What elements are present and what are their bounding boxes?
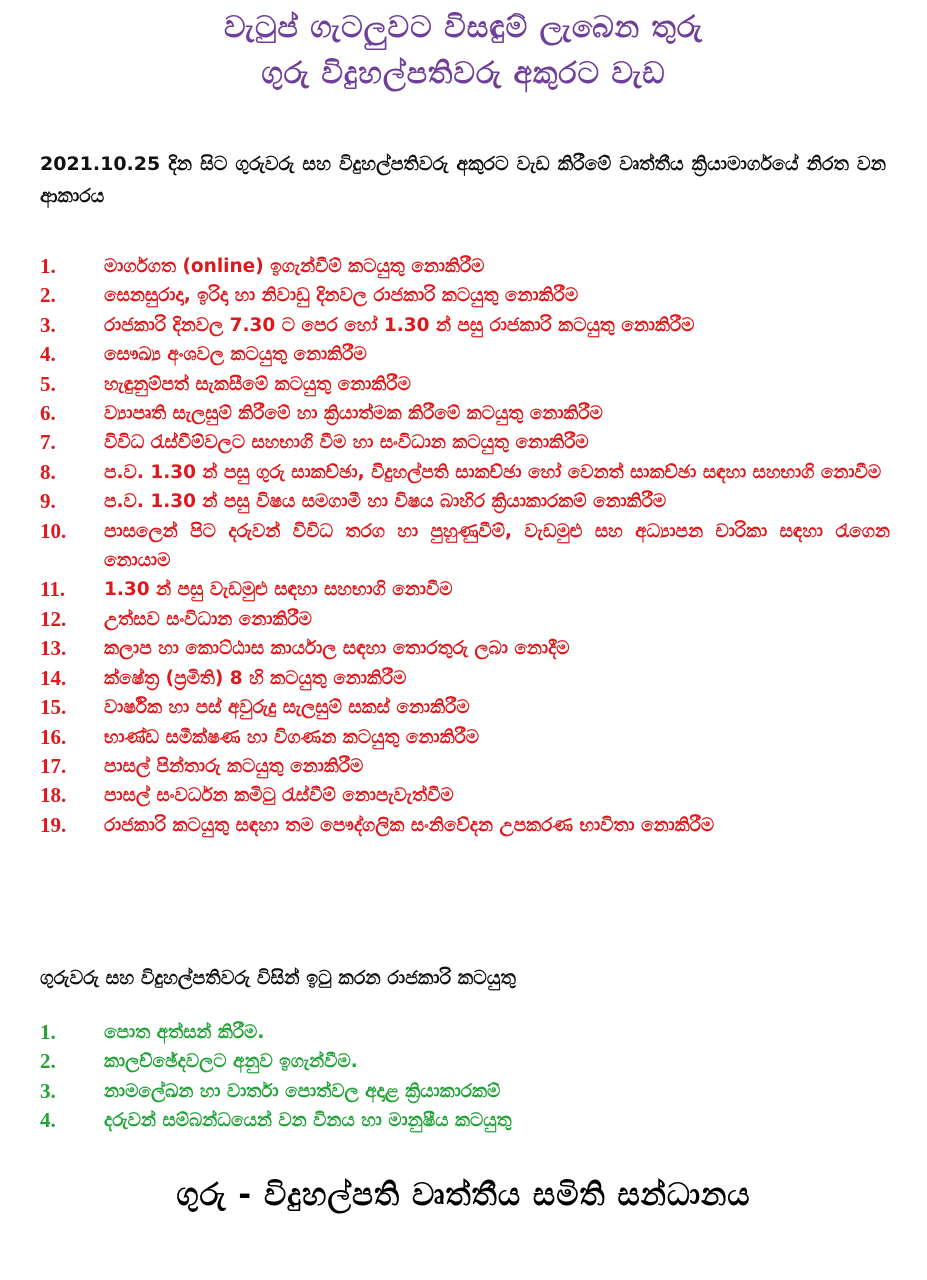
list-item-text: හැඳුනුම්පත් සැකසීමේ කටයුතු නොකිරීම (104, 373, 411, 395)
not-doing-item (40, 575, 890, 604)
not-doing-item (40, 664, 890, 693)
not-doing-item (40, 487, 890, 516)
list-item-number: 6. (40, 401, 56, 426)
list-item-text: ක්ෂේත්‍ර (ප්‍රමිති) 8 හි කටයුතු නොකිරීම (104, 667, 407, 689)
not-doing-item (40, 281, 890, 310)
list-item-text: කලාප හා කොට්ඨාස කාර්යාල සඳහා තොරතුරු ලබා නොදීම (104, 638, 570, 660)
not-doing-item (40, 781, 890, 810)
list-item-text: ප.ව. 1.30 න් පසු විෂය සමගාමී හා විෂය බාහිර ක්‍රියාකාරකම් නොකිරීම (104, 491, 667, 513)
list-item-number: 12. (40, 606, 67, 631)
list-item-number: 4. (40, 342, 56, 367)
not-doing-item (40, 458, 890, 487)
not-doing-item (40, 428, 890, 457)
list-item-text: විවිධ රැස්වීම්වලට සහභාගි වීම හා සංවිධාන කටයුතු නොකිරීම (104, 432, 589, 454)
list-item-number: 10. (40, 518, 67, 543)
list-item-number: 14. (40, 665, 67, 690)
list-item-number: 2. (40, 283, 56, 308)
list-item-text: වාර්ෂික හා පස් අවුරුදු සැලසුම් සකස් නොකිරීම (104, 697, 470, 719)
duties-list (40, 1018, 890, 1136)
list-item-number: 3. (40, 312, 56, 337)
list-item-text: 1.30 න් පසු වැඩමුළු සඳහා සහභාගි නොවීම (104, 579, 453, 601)
not-doing-item (40, 634, 890, 663)
list-item-text: උත්සව සංවිධාන නොකිරීම (104, 608, 312, 630)
list-item-number: 13. (40, 636, 67, 661)
list-item-number: 2. (40, 1049, 56, 1074)
list-item-number: 5. (40, 371, 56, 396)
list-item-number: 9. (40, 489, 56, 514)
duty-item (40, 1047, 890, 1076)
duty-item (40, 1077, 890, 1106)
list-item-text: සෞඛ්‍ය අංශවල කටයුතු නොකිරීම (104, 344, 367, 366)
list-item-text: සෙනසුරාදා, ඉරිදා හා නිවාඩු දිනවල රාජකාරි කටයුතු නොකිරීම (104, 285, 579, 307)
not-doing-item (40, 340, 890, 369)
not-doing-item (40, 693, 890, 722)
list-item-number: 4. (40, 1108, 56, 1133)
duty-item (40, 1106, 890, 1135)
list-item-text: පාසල් සංවර්ධන කමිටු රැස්වීම් නොපැවැත්වීම (104, 785, 454, 807)
list-item-number: 11. (40, 577, 66, 602)
list-item-text: කාලච්ඡේදවලට අනුව ඉගැන්වීම. (104, 1051, 358, 1073)
list-item-text: දරුවන් සම්බන්ධයෙන් වන විනය හා මානුෂීය කටයුතු (104, 1110, 512, 1132)
list-item-text: රාජකාරි කටයුතු සඳහා තම පෞද්ගලික සංනිවේදන උපකරණ භාවිතා නොකිරීම (104, 814, 715, 836)
list-item-text: ප.ව. 1.30 න් පසු ගුරු සාකච්ඡා, විදුහල්පති සාකච්ඡා හෝ වෙනත් සාකච්ඡා සඳහා සහභාගි නොවීම (104, 461, 882, 483)
list-item-text: භාණ්ඩ සමීක්ෂණ හා විගණන කටයුතු නොකිරීම (104, 726, 480, 748)
intro-paragraph: 2021.10.25 දින සිට ගුරුවරු සහ විදුහල්පතිවරු අකුරට වැඩ කිරීමේ වෘත්තීය ක්‍රියාමාර්ගයේ නිරත වන ආකාරය (40, 153, 886, 207)
list-item-number: 3. (40, 1078, 56, 1103)
not-doing-item (40, 605, 890, 634)
list-item-number: 17. (40, 753, 67, 778)
list-item-number: 18. (40, 783, 67, 808)
list-item-number: 15. (40, 695, 67, 720)
section-heading-duties: ගුරුවරු සහ විදුහල්පතිවරු විසින් ඉටු කරන රාජකාරි කටයුතු (40, 967, 516, 989)
not-doing-item (40, 517, 890, 576)
list-item-text: පාසලෙන් පිට දරුවන් විවිධ තරග හා පුහුණුවීම්, වැඩමුළු සහ අධ්‍යාපන චාරිකා සඳහා රැගෙන නොයාම (104, 520, 890, 572)
list-item-number: 1. (40, 1020, 56, 1044)
list-item-number: 1. (40, 254, 56, 278)
not-doing-item (40, 311, 890, 340)
list-item-number: 8. (40, 459, 56, 484)
page-title-line-2: ගුරු විදුහල්පතිවරු අකුරට වැඩ (261, 56, 666, 91)
list-item-text: මාර්ගගත (online) ඉගැන්වීම් කටයුතු නොකිරීම (104, 256, 485, 277)
list-item-text: පාසල් පින්තාරු කටයුතු නොකිරීම (104, 755, 364, 777)
not-doing-item (40, 370, 890, 399)
list-item-text: රාජකාරි දිනවල 7.30 ට පෙර හෝ 1.30 න් පසු රාජකාරි කටයුතු නොකිරීම (104, 314, 695, 336)
footer-signature: ගුරු - විදුහල්පති වෘත්තීය සමිති සන්ධානය (176, 1177, 751, 1213)
not-doing-item (40, 811, 890, 840)
duty-item (40, 1018, 890, 1047)
not-doing-item (40, 399, 890, 428)
list-item-number: 7. (40, 430, 56, 455)
not-doing-item (40, 752, 890, 781)
list-item-number: 16. (40, 724, 67, 749)
list-item-text: නාමලේඛන හා වාර්තා පොත්වල අදාළ ක්‍රියාකාරකම් (104, 1080, 501, 1102)
list-item-number: 19. (40, 812, 67, 837)
list-item-text: පොත අත්සන් කිරීම. (104, 1022, 265, 1043)
page-title-line-1: වැටුප් ගැටලුවට විසඳුම් ලැබෙන තුරු (224, 10, 703, 45)
not-doing-list (40, 252, 890, 840)
not-doing-item (40, 723, 890, 752)
not-doing-item (40, 252, 890, 281)
list-item-text: ව්‍යාපෘති සැලසුම් කිරීමේ හා ක්‍රියාත්මක කිරීමේ කටයුතු නොකිරීම (104, 403, 603, 425)
